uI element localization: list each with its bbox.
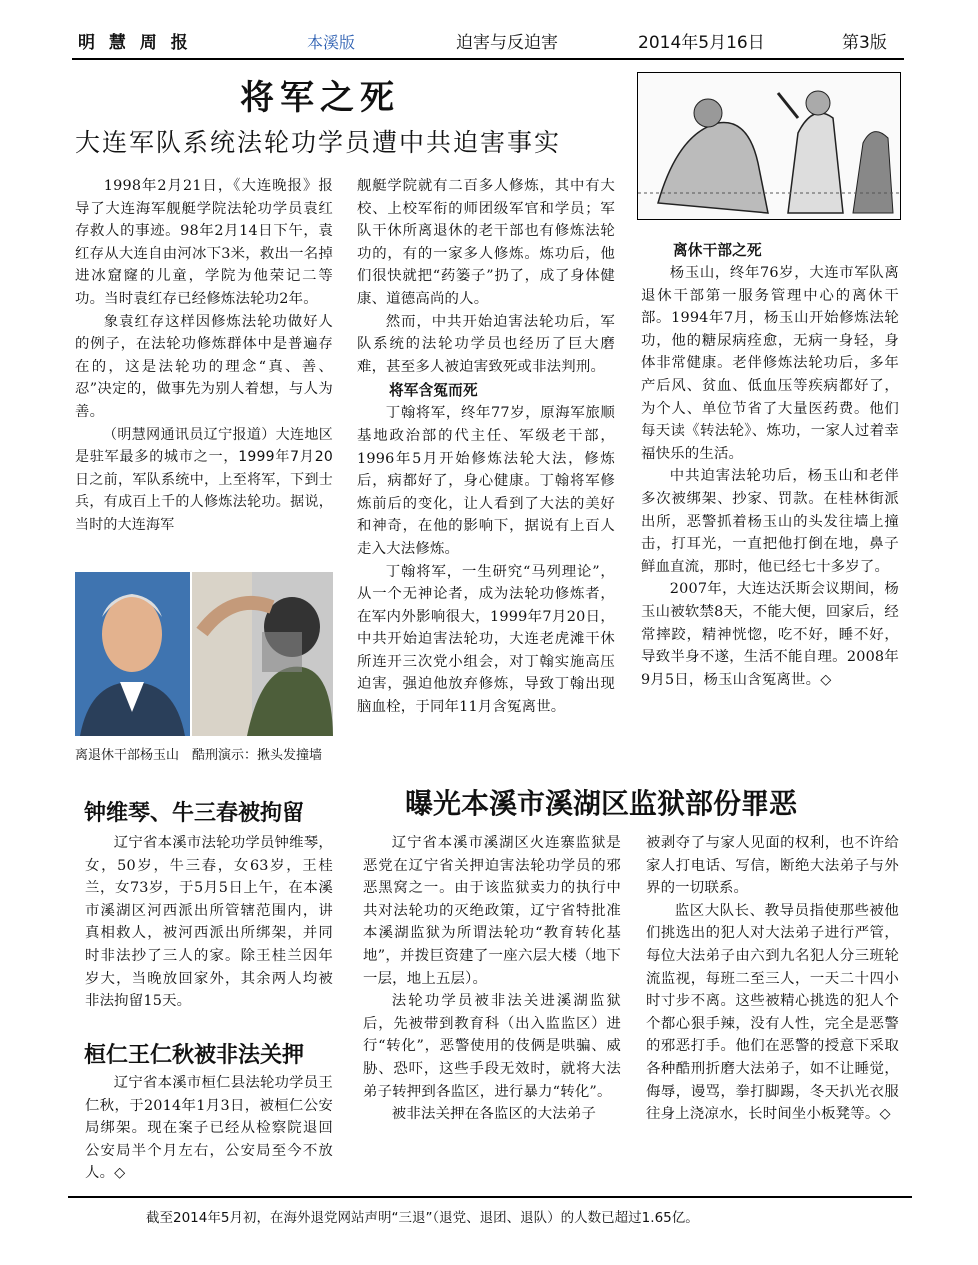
sketch-drawing (638, 73, 900, 219)
paragraph: 被非法关押在各监区的大法弟子 (391, 1106, 597, 1123)
subhead-retired-cadre: 离休干部之死 (673, 242, 762, 259)
top-story-subtitle: 大连军队系统法轮功学员遭中共迫害事实 (75, 128, 562, 157)
page-number: 第3版 (842, 33, 887, 53)
story4-col1 (363, 832, 621, 1126)
paragraph: 被剥夺了与家人见面的权利，也不许给家人打电话、写信，断绝大法弟子与外界的一切联系。 (646, 835, 899, 897)
subhead-general: 将军含冤而死 (389, 382, 478, 400)
paragraph: 辽宁省本溪市溪湖区火连寨监狱是恶党在辽宁省关押迫害法轮功学员的邪恶黑窝之一。由于该监狱卖力的执行中共对法轮功的灭绝政策，辽宁省特批准本溪湖监狱为所谓法轮功“教育转化基地”，并拨巨资建了一座六层大楼（地下一层，地上五层）。 (363, 835, 621, 987)
illustration-sketch (637, 72, 901, 220)
paragraph: 丁翰将军，终年77岁，原海军旅顺基地政治部的代主任、军级老干部，1996年5月开始修炼法轮大法，修炼后，病都好了，身心健康。丁翰将军修炼前后的变化，让人看到了大法的美好和神奇，在他的影响下，据说有上百人走入大法修炼。 (357, 405, 615, 557)
story2-title: 钟维琴、牛三春被拘留 (84, 801, 305, 826)
story2-body (85, 832, 333, 1013)
footer-rule (68, 1196, 912, 1198)
photo-caption: 离退休干部杨玉山 酷刑演示：揪头发撞墙 (75, 748, 323, 763)
paragraph: 中共迫害法轮功后，杨玉山和老伴多次被绑架、抄家、罚款。在桂林街派出所，恶警抓着杨玉山的头发往墙上撞击，打耳光，一直把他打倒在地，鼻子鲜血直流，那时，他已经七十多岁了。 (641, 468, 899, 575)
story4-title: 曝光本溪市溪湖区监狱部份罪恶 (405, 787, 798, 820)
photo-yang-yushan (75, 572, 190, 736)
paragraph: （明慧网通讯员辽宁报道）大连地区是驻军最多的城市之一，1999年7月20日之前，军队系统中，上至将军，下到士兵，有成百上千的人修炼法轮功。据说，当时的大连海军 (75, 426, 333, 533)
paragraph: 杨玉山，终年76岁，大连市军队离退休干部第一服务管理中心的离休干部。1994年7月，杨玉山开始修炼法轮功，他的糖尿病痊愈，无病一身轻，身体非常健康。老伴修炼法轮功后，多年产后风、贫血、低血压等疾病都好了，为个人、单位节省了大量医药费。他们每天读《转法轮》、炼功，一家人过着幸福快乐的生活。 (641, 265, 899, 462)
top-story-col3 (641, 240, 899, 691)
edition-label: 本溪版 (307, 33, 356, 52)
masthead: 明 慧 周 报 (78, 33, 192, 53)
section-label: 迫害与反迫害 (456, 33, 558, 53)
paragraph: 辽宁省本溪市法轮功学员钟维琴，女，50岁，牛三春，女63岁，王桂兰，女73岁，于5月5日上午，在本溪市溪湖区河西派出所管辖范围内，讲真相救人，被河西派出所绑架，并同时非法抄了三人的家。除王桂兰因年岁大，当晚放回家外，其余两人均被非法拘留15天。 (85, 835, 333, 1010)
header-rule (72, 58, 904, 60)
story3-body (85, 1072, 333, 1185)
top-story-col2 (357, 175, 615, 719)
paragraph: 法轮功学员被非法关进溪湖监狱后，先被带到教育科（出入监监区）进行“转化”，恶警使用的伎俩是哄骗、威胁、恐吓，这些手段无效时，就将大法弟子转押到各监区，进行暴力“转化”。 (363, 993, 621, 1100)
paragraph: 丁翰将军，一生研究“马列理论”，从一个无神论者，成为法轮功修炼者，在军内外影响很大，1999年7月20日，中共开始迫害法轮功，大连老虎滩干休所连开三次党小组会，对丁翰实施高压迫害，强迫他放弃修炼，导致丁翰出现脑血栓，于同年11月含冤离世。 (357, 563, 615, 716)
paragraph: 监区大队长、教导员指使那些被他们挑选出的犯人对大法弟子进行严管，每位大法弟子由六到九名犯人分三班轮流监视，每班二至三人，一天二十四小时寸步不离。这些被精心挑选的犯人个个都心狠手辣，没有人性，完全是恶警的邪恶打手。他们在恶警的授意下采取各种酷刑折磨大法弟子，如不让睡觉，侮辱，谩骂，拳打脚踢，冬天扒光衣服往身上浇凉水，长时间坐小板凳等。◇ (646, 902, 899, 1123)
paragraph: 辽宁省本溪市桓仁县法轮功学员王仁秋，于2014年1月3日，被桓仁公安局绑架。现在案子已经从检察院退回公安局半个月左右，公安局至今不放人。◇ (85, 1075, 333, 1182)
top-story-title: 将军之死 (240, 78, 400, 118)
paragraph: 2007年，大连达沃斯会议期间，杨玉山被软禁8天，不能大便，回家后，经常摔跤，精神恍惚，吃不好，睡不好，导致半身不遂，生活不能自理。2008年9月5日，杨玉山含冤离世。◇ (641, 581, 899, 688)
paragraph: 1998年2月21日，《大连晚报》报导了大连海军舰艇学院法轮功学员袁红存救人的事迹。98年2月14日下午，袁红存从大连自由河冰下3米，救出一名掉进冰窟窿的儿童，学院为他荣记二等功。当时袁红存已经修炼法轮功2年。 (75, 178, 333, 307)
issue-date: 2014年5月16日 (638, 33, 765, 53)
photo-torture-demo (192, 572, 333, 736)
footer-note: 截至2014年5月初，在海外退党网站声明“三退”（退党、退团、退队）的人数已超过1.65亿。 (146, 1210, 699, 1226)
paragraph: 舰艇学院就有二百多人修炼，其中有大校、上校军衔的师团级军官和学员；军队干休所离退休的老干部也有修炼法轮功的，有的一家多人修炼。炼功后，他们很快就把“药篓子”扔了，成了身体健康、道德高尚的人。 (357, 178, 615, 307)
top-story-col1 (75, 175, 333, 537)
paragraph: 象袁红存这样因修炼法轮功做好人的例子，在法轮功修炼群体中是普遍存在的，这是法轮功的理念“真、善、忍”决定的，做事先为别人着想，与人为善。 (75, 313, 333, 420)
story3-title: 桓仁王仁秋被非法关押 (84, 1043, 305, 1068)
paragraph: 然而，中共开始迫害法轮功后，军队系统的法轮功学员也经历了巨大磨难，甚至多人被迫害致死或非法判刑。 (357, 313, 615, 375)
story4-col2 (646, 832, 899, 1126)
